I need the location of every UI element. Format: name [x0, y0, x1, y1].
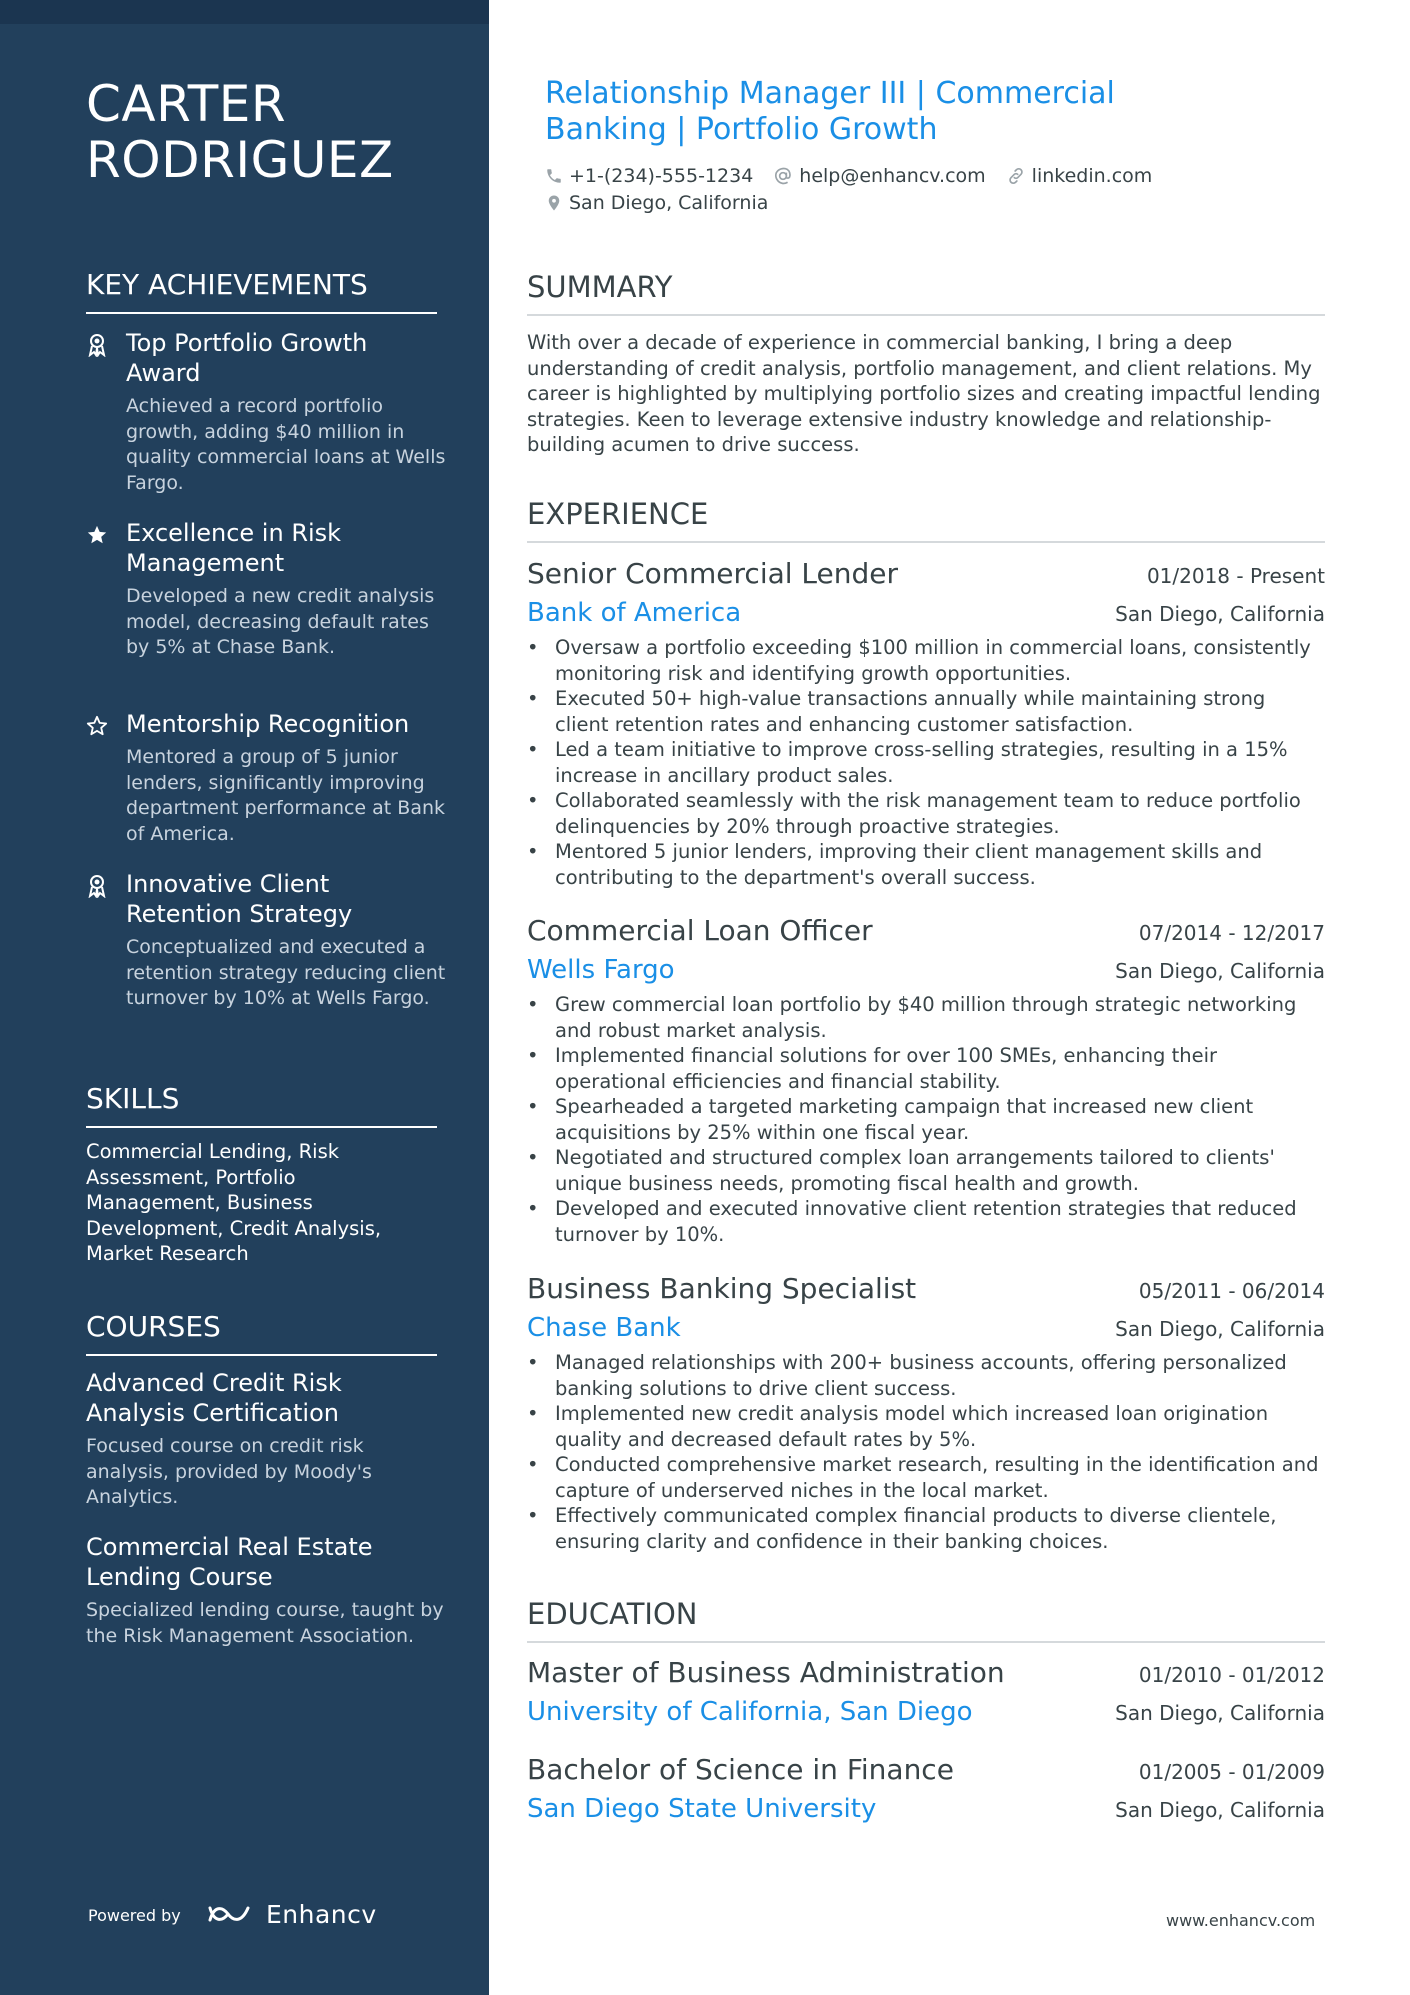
achievement-title: Excellence in Risk Management [126, 519, 342, 577]
course-desc: Specialized lending course, taught by the Risk Management Association. [86, 1599, 444, 1647]
contact-row-location [545, 191, 788, 215]
skills-heading: SKILLS [86, 1082, 437, 1128]
at-sign-icon [773, 166, 793, 186]
contact-row [545, 164, 1172, 188]
sidebar-top-bar [0, 0, 489, 24]
bullet-item: • Executed 50+ high-value transactions annually while maintaining strong client retention rates and enhancing customer satisfaction. [527, 686, 1325, 737]
job-title: Business Banking Specialist [527, 1272, 917, 1305]
course-item [86, 1368, 446, 1511]
education-location: San Diego, California [1115, 1701, 1325, 1725]
achievement-item [86, 518, 446, 661]
contact-location [545, 191, 768, 215]
bullet-item: • Grew commercial loan portfolio by $40 million through strategic networking and robust market analysis. [527, 992, 1325, 1043]
bullet-item: • Conducted comprehensive market research, resulting in the identification and capture of underserved niches in the local market. [527, 1452, 1325, 1503]
job-location: San Diego, California [1115, 602, 1325, 626]
bullet-item: • Managed relationships with 200+ business accounts, offering personalized banking solutions to drive client success. [527, 1350, 1325, 1401]
achievement-item [86, 709, 446, 847]
powered-by-label: Powered by [88, 1906, 181, 1925]
job-company: Bank of America [527, 598, 742, 628]
achievement-desc: Conceptualized and executed a retention strategy reducing client turnover by 10% at Wells Fargo. [126, 936, 446, 1009]
job-bullets [527, 1350, 1325, 1554]
education-heading: EDUCATION [527, 1597, 1325, 1643]
link-icon [1006, 166, 1026, 186]
course-desc: Focused course on credit risk analysis, provided by Moody's Analytics. [86, 1435, 372, 1508]
job-title: Senior Commercial Lender [527, 557, 899, 590]
education-item [527, 1753, 1325, 1825]
phone-text: +1-(234)-555-1234 [569, 165, 754, 187]
award-ribbon-icon [86, 874, 108, 898]
star-filled-icon [86, 523, 108, 547]
linkedin-text: linkedin.com [1031, 165, 1153, 187]
job-location: San Diego, California [1115, 1317, 1325, 1341]
job-location: San Diego, California [1115, 959, 1325, 983]
job-date: 07/2014 - 12/2017 [1138, 921, 1325, 945]
achievements-heading: KEY ACHIEVEMENTS [86, 268, 437, 314]
course-title: Advanced Credit Risk Analysis Certification [86, 1369, 342, 1427]
achievement-item [86, 869, 446, 1012]
degree-title: Master of Business Administration [527, 1656, 1005, 1689]
course-item [86, 1532, 446, 1649]
bullet-item: • Negotiated and structured complex loan arrangements tailored to clients' unique business needs, promoting fiscal health and growth. [527, 1145, 1325, 1196]
location-pin-icon [545, 193, 563, 213]
job-title: Commercial Loan Officer [527, 914, 873, 947]
experience-heading: EXPERIENCE [527, 497, 1325, 543]
achievement-title: Top Portfolio Growth Award [126, 329, 368, 387]
location-text: San Diego, California [569, 192, 769, 214]
candidate-name: CARTER RODRIGUEZ [86, 75, 394, 189]
contact-phone[interactable] [545, 164, 753, 188]
course-title: Commercial Real Estate Lending Course [86, 1533, 373, 1591]
experience-item [527, 557, 1325, 890]
contact-linkedin[interactable] [1006, 164, 1153, 188]
job-bullets [527, 992, 1325, 1247]
headline: Relationship Manager III | Commercial Banking | Portfolio Growth [545, 76, 1115, 147]
education-location: San Diego, California [1115, 1798, 1325, 1822]
school-name: San Diego State University [527, 1794, 877, 1824]
achievement-item [86, 328, 446, 496]
bullet-item: • Implemented financial solutions for over 100 SMEs, enhancing their operational efficiencies and financial stability. [527, 1043, 1325, 1094]
enhancv-logo-icon [206, 1894, 256, 1934]
bullet-item: • Led a team initiative to improve cross-selling strategies, resulting in a 15% increase in ancillary product sales. [527, 737, 1325, 788]
bullet-item: • Oversaw a portfolio exceeding $100 million in commercial loans, consistently monitoring risk and identifying growth opportunities. [527, 635, 1325, 686]
enhancv-brand-text: Enhancv [266, 1900, 377, 1929]
bullet-item: • Developed and executed innovative client retention strategies that reduced turnover by 10%. [527, 1196, 1325, 1247]
email-text: help@enhancv.com [799, 165, 986, 187]
bullet-item: • Collaborated seamlessly with the risk management team to reduce portfolio delinquencies by 20% through proactive strategies. [527, 788, 1325, 839]
award-ribbon-icon [86, 333, 108, 357]
achievement-desc: Mentored a group of 5 junior lenders, significantly improving department performance at Bank of America. [126, 746, 446, 845]
contact-email[interactable] [773, 164, 985, 188]
job-bullets [527, 635, 1325, 890]
experience-item [527, 1272, 1325, 1554]
summary-text: With over a decade of experience in commercial banking, I bring a deep understanding of credit analysis, portfolio management, and client relations. My career is highlighted by multiplying portfolio sizes and creating impactful lending strategies. Keen to leverage extensive industry knowledge and relationship-building acumen to drive success. [527, 331, 1321, 456]
footer-url-link[interactable]: www.enhancv.com [1166, 1911, 1316, 1930]
achievement-desc: Achieved a record portfolio growth, adding $40 million in quality commercial loans at Wells Fargo. [126, 395, 446, 494]
skills-list: Commercial Lending, Risk Assessment, Portfolio Management, Business Development, Credit Analysis, Market Research [86, 1140, 382, 1265]
sidebar [0, 0, 489, 1995]
bullet-item: • Implemented new credit analysis model which increased loan origination quality and decreased default rates by 5%. [527, 1401, 1325, 1452]
job-date: 05/2011 - 06/2014 [1138, 1279, 1325, 1303]
enhancv-logo[interactable] [206, 1894, 377, 1934]
achievement-title: Innovative Client Retention Strategy [126, 870, 353, 928]
experience-item [527, 914, 1325, 1247]
bullet-item: • Effectively communicated complex financial products to diverse clientele, ensuring clarity and confidence in their banking choices. [527, 1503, 1325, 1554]
bullet-item: • Spearheaded a targeted marketing campaign that increased new client acquisitions by 25% within one fiscal year. [527, 1094, 1325, 1145]
phone-icon [545, 167, 563, 185]
education-item [527, 1656, 1325, 1728]
achievement-desc: Developed a new credit analysis model, decreasing default rates by 5% at Chase Bank. [126, 585, 435, 658]
bullet-item: • Mentored 5 junior lenders, improving their client management skills and contributing to the department's overall success. [527, 839, 1325, 890]
education-date: 01/2010 - 01/2012 [1138, 1663, 1325, 1687]
achievement-title: Mentorship Recognition [126, 710, 410, 738]
job-date: 01/2018 - Present [1146, 564, 1325, 588]
star-outline-icon [86, 714, 108, 738]
job-company: Chase Bank [527, 1313, 681, 1343]
school-name: University of California, San Diego [527, 1697, 973, 1727]
summary-heading: SUMMARY [527, 270, 1325, 316]
degree-title: Bachelor of Science in Finance [527, 1753, 954, 1786]
education-date: 01/2005 - 01/2009 [1138, 1760, 1325, 1784]
courses-heading: COURSES [86, 1310, 437, 1356]
job-company: Wells Fargo [527, 955, 675, 985]
